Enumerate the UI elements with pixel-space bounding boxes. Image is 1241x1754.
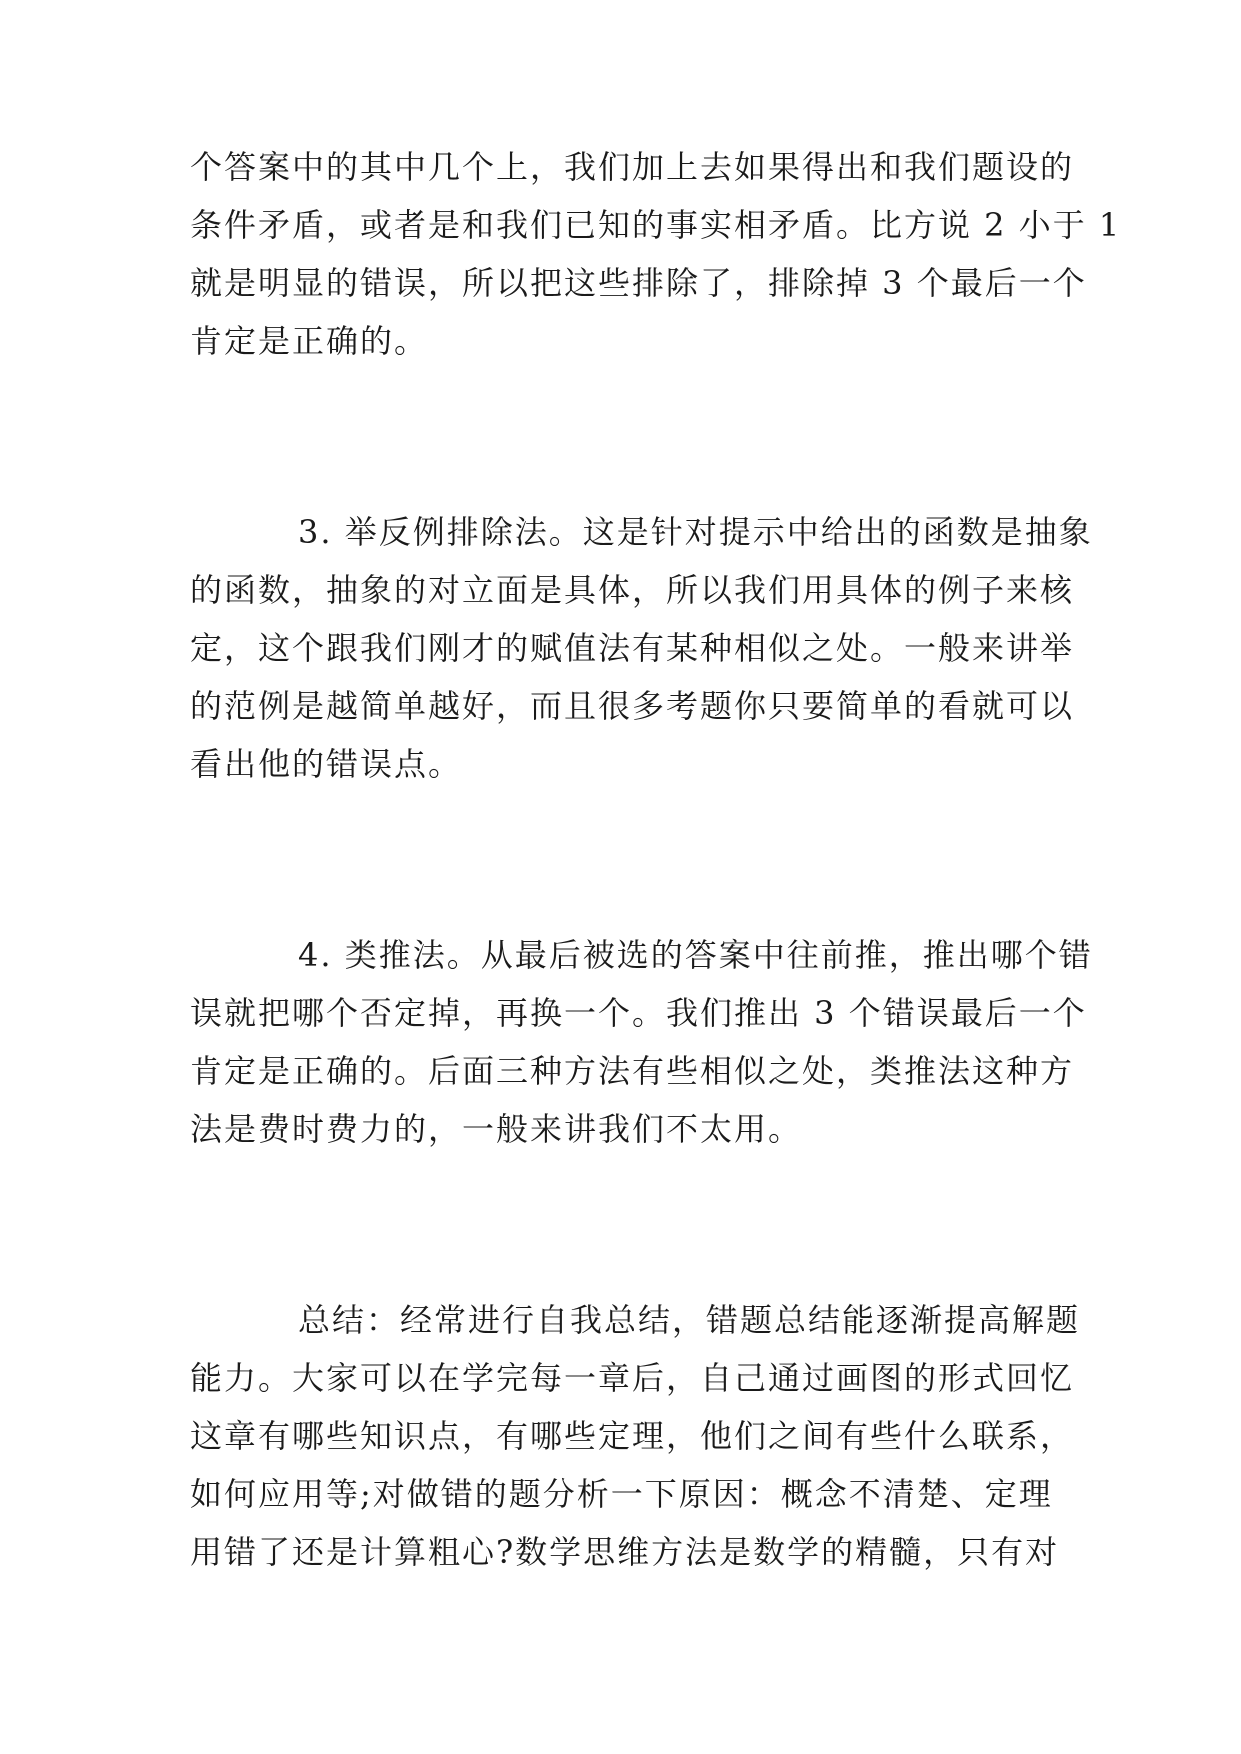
- paragraph-line: 这章有哪些知识点，有哪些定理，他们之间有些什么联系，: [190, 1417, 1075, 1455]
- paragraph-line: 的函数，抽象的对立面是具体，所以我们用具体的例子来核: [190, 571, 1075, 609]
- paragraph-line: 法是费时费力的，一般来讲我们不太用。: [190, 1110, 803, 1148]
- paragraph-line: 就是明显的错误，所以把这些排除了，排除掉 3 个最后一个: [190, 264, 1087, 302]
- paragraph-line: 条件矛盾，或者是和我们已知的事实相矛盾。比方说 2 小于 1: [190, 206, 1122, 244]
- paragraph-line: 误就把哪个否定掉，再换一个。我们推出 3 个错误最后一个: [190, 994, 1087, 1032]
- paragraph-line: 如何应用等;对做错的题分析一下原因：概念不清楚、定理: [190, 1475, 1053, 1513]
- paragraph-line: 4. 类推法。从最后被选的答案中往前推，推出哪个错: [298, 936, 1093, 974]
- paragraph-line: 肯定是正确的。: [190, 322, 429, 360]
- paragraph-line: 看出他的错误点。: [190, 745, 463, 783]
- paragraph-line: 肯定是正确的。后面三种方法有些相似之处，类推法这种方: [190, 1052, 1075, 1090]
- paragraph-line: 定，这个跟我们刚才的赋值法有某种相似之处。一般来讲举: [190, 629, 1075, 667]
- paragraph-line: 总结：经常进行自我总结，错题总结能逐渐提高解题: [298, 1301, 1081, 1339]
- paragraph-line: 能力。大家可以在学完每一章后，自己通过画图的形式回忆: [190, 1359, 1075, 1397]
- paragraph-line: 3. 举反例排除法。这是针对提示中给出的函数是抽象: [298, 513, 1093, 551]
- paragraph-line: 用错了还是计算粗心?数学思维方法是数学的精髓，只有对: [190, 1533, 1060, 1571]
- paragraph-line: 的范例是越简单越好，而且很多考题你只要简单的看就可以: [190, 687, 1075, 725]
- paragraph-line: 个答案中的其中几个上，我们加上去如果得出和我们题设的: [190, 148, 1075, 186]
